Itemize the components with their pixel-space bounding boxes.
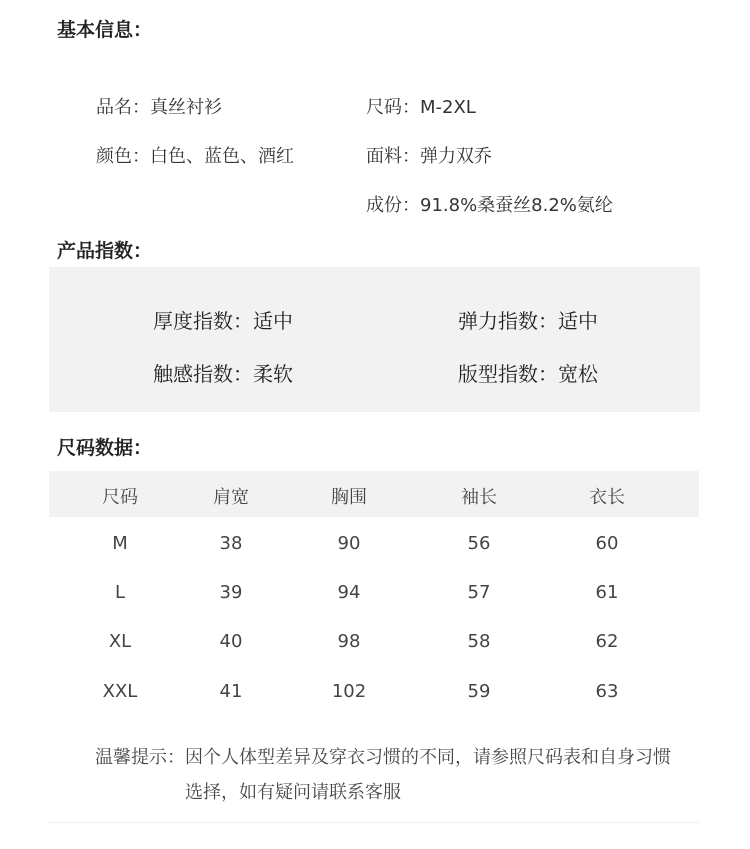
table-cell: 62	[595, 631, 619, 652]
header-sleeve: 袖长	[461, 487, 497, 508]
header-size: 尺码	[102, 487, 138, 508]
thickness-index: 厚度指数：适中	[153, 309, 293, 333]
product-fabric: 面料：弹力双乔	[366, 146, 492, 167]
product-colors: 颜色：白色、蓝色、酒红	[96, 146, 294, 167]
table-cell: 39	[219, 582, 243, 603]
table-cell: XXL	[102, 681, 138, 702]
header-shoulder: 肩宽	[213, 487, 249, 508]
table-cell: 57	[467, 582, 491, 603]
size-data-title: 尺码数据：	[57, 437, 153, 459]
table-cell: XL	[108, 631, 132, 652]
table-cell: 61	[595, 582, 619, 603]
table-cell: 56	[467, 533, 491, 554]
table-cell: 94	[337, 582, 361, 603]
size-tip-line-1: 温馨提示：因个人体型差异及穿衣习惯的不同，请参照尺码表和自身习惯	[95, 747, 671, 768]
bottom-divider	[49, 822, 699, 823]
touch-index: 触感指数：柔软	[153, 362, 293, 386]
table-cell: 41	[219, 681, 243, 702]
header-chest: 胸围	[331, 487, 367, 508]
size-tip-line-2: 选择，如有疑问请联系客服	[185, 782, 401, 803]
table-cell: 59	[467, 681, 491, 702]
product-size-range: 尺码：M-2XL	[366, 97, 476, 118]
product-index-title: 产品指数：	[57, 240, 153, 262]
product-composition: 成份：91.8%桑蚕丝8.2%氨纶	[366, 195, 613, 216]
table-cell: 40	[219, 631, 243, 652]
header-length: 衣长	[589, 487, 625, 508]
table-cell: 98	[337, 631, 361, 652]
product-name: 品名：真丝衬衫	[96, 97, 222, 118]
fit-index: 版型指数：宽松	[458, 362, 598, 386]
basic-info-title: 基本信息：	[57, 19, 153, 41]
table-cell: 90	[337, 533, 361, 554]
table-cell: M	[112, 533, 128, 554]
table-cell: 102	[331, 681, 367, 702]
elasticity-index: 弹力指数：适中	[458, 309, 598, 333]
table-cell: L	[114, 582, 126, 603]
table-cell: 58	[467, 631, 491, 652]
table-cell: 63	[595, 681, 619, 702]
table-cell: 60	[595, 533, 619, 554]
product-index-panel	[49, 267, 700, 412]
table-cell: 38	[219, 533, 243, 554]
